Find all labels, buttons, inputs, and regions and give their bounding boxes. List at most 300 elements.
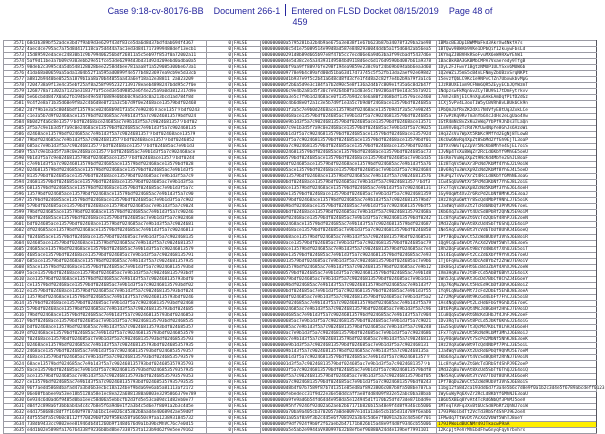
cell-value: 0 bbox=[207, 307, 233, 313]
cell-flag: FALSE bbox=[233, 361, 261, 367]
cell-address: 1Pf7BqDu2WvCt5ZcWd9UbVf3VhSJ6E8oiS bbox=[437, 379, 597, 385]
cell-block-hash: 000000000291d8b89d665b97e8f47b5cc7ecd06e6a9d63ba3f99cbadf5437d6e bbox=[261, 53, 437, 59]
cell-block-hash: 000000000ac7e9b1d3f5a7c90246813579bdf024685ac7e9b1d3f5a7c9024686 bbox=[261, 331, 437, 337]
cell-row-id: 3589 bbox=[4, 149, 26, 155]
cell-hash: 024685ace13579bdf02468ace13579bdf024685ac7e9b1d3f5a7c9024681357 bbox=[26, 240, 207, 246]
cell-address: 1FMwdq7TtWvDt7AcXd2VbWf5WhTJ8oeY bbox=[437, 415, 597, 421]
cell-value: 0 bbox=[207, 301, 233, 307]
table-row bbox=[4, 294, 597, 300]
cell-flag: FALSE bbox=[233, 258, 261, 264]
cell-hash: a8812b9440be0525a1879b1aa8a70b44055aa43a6ef18a12e38811 2a023209 bbox=[26, 77, 207, 83]
cell-value: 0 bbox=[207, 155, 233, 161]
cell-row-id: 3584 bbox=[4, 119, 26, 125]
table-row bbox=[4, 234, 597, 240]
cell-block-hash: 000000000ace13579bdf024685ac7e9b1d3f5a7c90246813579bdf024685ac79 bbox=[261, 240, 437, 246]
cell-address: 1NdpzswFkMqnGvZCyTBU9S17tDmFytrkvv bbox=[437, 89, 597, 95]
cell-row-id: 3613 bbox=[4, 294, 26, 300]
cell-hash: 813579bdf024685ace13579bdf02468ace13579bdf024685ac7e9b1d3f5a7c9 bbox=[26, 174, 207, 180]
cell-address: 1Tj6FqHu3WvGt4DcAd8YbZf2ZhWJ7E9oiV bbox=[437, 258, 597, 264]
cell-flag: FALSE bbox=[233, 137, 261, 143]
cell-address-highlighted: 179JPWoLdBUCNMr49JTkacwP9aA bbox=[437, 421, 597, 427]
cell-address: 1793PWoib4Tt2VcTd3RbSf4ShPJ9E2oeX bbox=[437, 409, 597, 415]
cell-address: 1Lc8YqAu5WvZt6WcTd3RbSf4ShPJ9E2oeP bbox=[437, 361, 597, 367]
cell-block-hash: 0000000002468ace13579bdf024685ac7e9b1d3f5a7c90246813579bdf024687 bbox=[261, 222, 437, 228]
cell-hash: f02468ace13579bdf024685ac7e9b1d3f5a7c902468135793bdf02468535793 bbox=[26, 337, 207, 343]
table-row bbox=[4, 397, 597, 403]
cell-row-id: 3588 bbox=[4, 143, 26, 149]
cell-block-hash: 000000000d8b4f07b7589f87b7d1351e85ed8af8923806c087b8fa508be707La bbox=[261, 385, 437, 391]
cell-address: 1Si4EqGu8WvFt2CcZd6XbYf9YhVJ5E7oeU bbox=[437, 252, 597, 258]
cell-row-id: 3616 bbox=[4, 313, 26, 319]
cell-block-hash: 00000000079bdf024685ac7e9b1d3f5a7c90246813579bdf024685ac7e9b1d31 bbox=[261, 276, 437, 282]
cell-address: 19uPq2TsVw7XrZt4RcLd8KbYf6MhNE3oaG bbox=[437, 174, 597, 180]
cell-flag: FALSE bbox=[233, 65, 261, 71]
docket-stamp-line1 bbox=[0, 4, 600, 17]
cell-row-id: 3615 bbox=[4, 307, 26, 313]
cell-address: 1B6U5XBEq8YvAt4TcRd6NbQf3PhMJ5oeV bbox=[437, 397, 597, 403]
cell-row-id: 3595 bbox=[4, 186, 26, 192]
cell-hash: e4d1758688c8df7f1640f9707ab1bc1ee026cd5382b8aad4e4068942ae59d0f bbox=[26, 409, 207, 415]
cell-value: 0 bbox=[207, 428, 233, 434]
cell-row-id: 3576 bbox=[4, 71, 26, 77]
cell-value: 0 bbox=[207, 391, 233, 397]
cell-value: 0 bbox=[207, 101, 233, 107]
cell-address: 1Gy9UqWt4XvZr6RcPd2LbNf8MhKJ5E3oaJ bbox=[437, 192, 597, 198]
cell-flag: FALSE bbox=[233, 47, 261, 53]
cell-flag: FALSE bbox=[233, 149, 261, 155]
cell-block-hash: 000000000b1d3f5a7c90246813579bdf024685ace13579bdf02468ace135792d bbox=[261, 131, 437, 137]
cell-flag: FALSE bbox=[233, 216, 261, 222]
cell-hash: 9c4f2e8a71b35d60e9f8a2c4b6d8e0f21a3c5b7d9f0e2468ace13579bdf02468 bbox=[26, 101, 207, 107]
cell-value: 0 bbox=[207, 367, 233, 373]
cell-row-id: 3603 bbox=[4, 234, 26, 240]
cell-address: 1Uk8GqJu5WvHt6EcBd3ZbAf4AhXJ9E2oeW bbox=[437, 264, 597, 270]
cell-row-id: 3574 bbox=[4, 59, 26, 65]
cell-address: 1As4NqQu8WvPt2LcHd6FbGf9GhDJ5E7oeC bbox=[437, 301, 597, 307]
cell-address: 1BacBkABA3GKBMbCMPA7Vxaeredy9TfgB bbox=[437, 59, 597, 65]
cell-block-hash: 000000000246813579bdf024685ace13579bdf02468ace13579bdf024685ac73 bbox=[261, 149, 437, 155]
cell-block-hash: 00000000095hf79246f92d02a62aeb2b67171b826b15a48e9f4d8f9346cb5006 bbox=[261, 403, 437, 409]
cell-hash: 738db9433cc9802eee81946db4d1260b9f148d676d9a1b39bcMhVC76c7e0d15 bbox=[26, 421, 207, 427]
cell-flag: FALSE bbox=[233, 409, 261, 415]
cell-value: 0 bbox=[207, 53, 233, 59]
cell-value: 0 bbox=[207, 264, 233, 270]
cell-block-hash: 00000000079bdf02468ace13579bdf024685ac7e9b1d3f5a7c90246813579bd7 bbox=[261, 198, 437, 204]
cell-address: 1Bt6PqRu3WvQt4McJd8GbHf2HhEJ7E9oiD bbox=[437, 307, 597, 313]
cell-block-hash: 0000000009778e9b4c89afd00d51ba63d17d73745c5f52fb13da2aef92e698d2 bbox=[261, 71, 437, 77]
cell-value: 0 bbox=[207, 71, 233, 77]
cell-row-id: 3608 bbox=[4, 264, 26, 270]
cell-value: 0 bbox=[207, 252, 233, 258]
table-row bbox=[4, 246, 597, 252]
cell-block-hash: 000000000a5e5ab2e9944aVA80997632b8efbef96880A24d4e139bef7991101 bbox=[261, 428, 437, 434]
cell-flag: FALSE bbox=[233, 53, 261, 59]
cell-row-id: 3614 bbox=[4, 301, 26, 307]
cell-row-id: 3607 bbox=[4, 258, 26, 264]
cell-value: 0 bbox=[207, 361, 233, 367]
cell-row-id: 3571 bbox=[4, 41, 26, 47]
cell-address: 1Cw4SqUu9WtXr5PcMd3KbNf7YhGJ8L2oiE bbox=[437, 180, 597, 186]
cell-value: 0 bbox=[207, 337, 233, 343]
cell-row-id: 3577 bbox=[4, 77, 26, 83]
cell-flag: FALSE bbox=[233, 186, 261, 192]
table-row bbox=[4, 415, 597, 421]
cell-hash: 13579bdf02468ace13579bdf024685ac7e9b1d3f5a7c902468135793bdf0246 bbox=[26, 294, 207, 300]
cell-row-id: 3573 bbox=[4, 53, 26, 59]
cell-row-id: 3634 bbox=[4, 421, 26, 427]
cell-row-id: 3587 bbox=[4, 137, 26, 143]
table-row bbox=[4, 252, 597, 258]
cell-address: 1Kb6XqZu3WvYt4UcSd8PbRf2QhNJ5E9oiM bbox=[437, 210, 597, 216]
cell-value: 0 bbox=[207, 83, 233, 89]
cell-block-hash: 0000000006c9e4b2a81d5f30c7e9264b8fa1d03e5c7b9286a4f0e1d3c5b7a921 bbox=[261, 89, 437, 95]
cell-flag: FALSE bbox=[233, 107, 261, 113]
cell-hash: ace13579bdf024685ac7e9b1d3f5a7c902468135793bdf02468535793579353 bbox=[26, 373, 207, 379]
cell-block-hash: 0000000003579bdf024685ac7e9b1d3f5a7c90246813579bdf024685ac7e9b12 bbox=[261, 264, 437, 270]
cell-hash: 9b1d3f5a7c9e0246813579bdf024685ace1357９bdf02468ace1357９bdf0244 bbox=[26, 155, 207, 161]
cell-row-id: 3631 bbox=[4, 403, 26, 409]
cell-flag: FALSE bbox=[233, 101, 261, 107]
table-row bbox=[4, 313, 597, 319]
cell-value: 0 bbox=[207, 47, 233, 53]
cell-flag: FALSE bbox=[233, 155, 261, 161]
cell-block-hash: 0000000009bdf024685ac7e9b1d3f5a7c90246813579bdf024685ac7e9b1d3f7 bbox=[261, 282, 437, 288]
cell-row-id: 3593 bbox=[4, 174, 26, 180]
cell-hash: 4df555dfa5c9b0c0112ff70d29b0f20f958ka58fa6650s9faa1238931845732 bbox=[26, 415, 207, 421]
cell-address: 1GtR4mNc8vZxKu2eWq7YbPf9JhDs3TLaQn bbox=[437, 119, 597, 125]
cell-flag: FALSE bbox=[233, 319, 261, 325]
cell-value: 0 bbox=[207, 409, 233, 415]
cell-block-hash: 000000000a70ba9a405cb3702057a0de0097e1d1a1a6e5cb1b5d31d789f6eab6 bbox=[261, 409, 437, 415]
cell-value: 0 bbox=[207, 41, 233, 47]
cell-hash: 79bdf02468ace13579bdf024685ac7e9b1d3f5a7c902468135793bdf0246853 bbox=[26, 313, 207, 319]
cell-value: 0 bbox=[207, 294, 233, 300]
cell-block-hash: 0000000004685ac7e9b1d3f5a7c90246813579bdf024685ac7e9b1d3f5a7c904 bbox=[261, 313, 437, 319]
cell-address: 1Ja4WqYu8XvZt2TcRd6NbQf3PhMJ9E7oeL bbox=[437, 204, 597, 210]
cell-flag: FALSE bbox=[233, 331, 261, 337]
cell-row-id: 3619 bbox=[4, 331, 26, 337]
table-row bbox=[4, 403, 597, 409]
cell-row-id: 3618 bbox=[4, 325, 26, 331]
cell-value: 0 bbox=[207, 192, 233, 198]
table-row bbox=[4, 155, 597, 161]
cell-address: 1Q2eWZiJ5mS5cB4nLFNmyZbUBzxSrqNKPt bbox=[437, 71, 597, 77]
cell-row-id: 3582 bbox=[4, 107, 26, 113]
cell-value: 0 bbox=[207, 137, 233, 143]
cell-flag: FALSE bbox=[233, 119, 261, 125]
table-row bbox=[4, 198, 597, 204]
page-indicator-total: 459 bbox=[292, 17, 308, 27]
table-row bbox=[4, 143, 597, 149]
cell-address: 1Zr2MqPu6WvNt9KcGd4EbFf7FhCJ3E5oiB bbox=[437, 294, 597, 300]
cell-hash: 06e08fbabee9a53ee18b5128a58e1ec8ea22a6881380a0803e3295866379e789 bbox=[26, 391, 207, 397]
cell-block-hash: 000000000e13579bdf02468ace13579bdf024685ac7e9b1d3f5a7c9024681359 bbox=[261, 192, 437, 198]
table-row bbox=[4, 41, 597, 47]
cell-value: 0 bbox=[207, 119, 233, 125]
cell-flag: FALSE bbox=[233, 355, 261, 361]
cell-flag: FALSE bbox=[233, 343, 261, 349]
cell-hash: d04f2c898a6f3bbbab4a4c4c7b8e5f6a9d0e1f2a3b4c5d6e7f8091a2b3c4d5e bbox=[26, 403, 207, 409]
cell-address: 1Vm3HqKu7WvJt8FcCd5AbBf6BhYJ2E4oiX bbox=[437, 270, 597, 276]
cell-row-id: 3610 bbox=[4, 276, 26, 282]
cell-row-id: 3628 bbox=[4, 385, 26, 391]
cell-row-id: 3624 bbox=[4, 361, 26, 367]
cell-row-id: 3626 bbox=[4, 373, 26, 379]
cell-row-id: 3581 bbox=[4, 101, 26, 107]
cell-value: 0 bbox=[207, 149, 233, 155]
cell-address: 1Pf7BqDu2WvCt5ZcWd8UbVf3VhSJ6E8oiR bbox=[437, 234, 597, 240]
cell-flag: FALSE bbox=[233, 367, 261, 373]
cell-row-id: 3590 bbox=[4, 155, 26, 161]
cell-address: 1CXj5vPv4L3ooT1W5yCBVRhBvLBUk6Ck9n bbox=[437, 101, 597, 107]
cell-row-id: 3586 bbox=[4, 131, 26, 137]
cell-hash: df024685ace13579bdf02468ace13579bdf024685ac7e9b1d3f5a7c90246813 bbox=[26, 228, 207, 234]
table-row bbox=[4, 288, 597, 294]
cell-flag: FALSE bbox=[233, 83, 261, 89]
cell-hash: e4d1b02e5898fa176764338f9236b0bd8be7338753ta123b9d62f9e5ee79162 bbox=[26, 428, 207, 434]
table-row bbox=[4, 325, 597, 331]
cell-address: 1DyL2FJFwvY1BgtzNMUP1ULYSxv6MUW6b bbox=[437, 65, 597, 71]
cell-hash: 96f7aedd5868dbafad47a3bd6b3ecbc18a124bef9bda69e6ab5a81113af2172 bbox=[26, 385, 207, 391]
cell-value: 0 bbox=[207, 204, 233, 210]
cell-flag: FALSE bbox=[233, 125, 261, 131]
cell-address: 1Ez8TqVs5WuXr3PcNd7KbMf4YhGJ2L9oiW bbox=[437, 161, 597, 167]
cell-value: 0 bbox=[207, 270, 233, 276]
cell-flag: FALSE bbox=[233, 198, 261, 204]
cell-row-id: 3575 bbox=[4, 65, 26, 71]
cell-block-hash: 000000000bf9aa9ff80976fe298f194ea9859e238c9af24b69b694abb6ea3d60 bbox=[261, 65, 437, 71]
cell-block-hash: 000000000bdf02468ace13579bdf024685ac7e9b1d3f5a7c9024681357９bdf3 bbox=[261, 180, 437, 186]
table-row bbox=[4, 409, 597, 415]
cell-value: 0 bbox=[207, 288, 233, 294]
cell-block-hash: 000000000e13579bdf024685ac7e9b1d3f5a7c90246813579bdf024685ac7e93 bbox=[261, 252, 437, 258]
cell-row-id: 3579 bbox=[4, 89, 26, 95]
cell-hash: f024685ace13579bdf02468ace13579bdf024685ac7e9b1d3f5a7c902468135 bbox=[26, 234, 207, 240]
cell-flag: FALSE bbox=[233, 428, 261, 434]
cell-address: 1Gy9UqWu4WvVt7ScPd2MbNf5NhKJ8E3oeK bbox=[437, 337, 597, 343]
cell-flag: FALSE bbox=[233, 415, 261, 421]
table-row bbox=[4, 301, 597, 307]
cell-flag: FALSE bbox=[233, 222, 261, 228]
cell-block-hash: 000000000e9b1d3f5a7c90246813579bdf024685ace13579bdf02468ace13571 bbox=[261, 119, 437, 125]
cell-block-hash: 000000000468ace13579bdf024685ac7e9b1d3f5a7c90246813579bdf0246858 bbox=[261, 228, 437, 234]
cell-hash: 68d3b389bf52adce3bd7f9ab9d3e629f43df83ce5da6d8d37bdfdab694f4367 bbox=[26, 41, 207, 47]
cell-hash: 5e66cbdd847X0a62fb194be49e5876889e0bbb0c9ad3dc0a213bcd1ad784f8d bbox=[26, 95, 207, 101]
cell-hash: 24685ace13579bdf02468ace13579bdf024685ac7e9b1d3f5a7c90246813579 bbox=[26, 246, 207, 252]
cell-hash: df02468ace13579bdf024685ac7e9b1d3f5a7c902468135793bdf0246853579 bbox=[26, 331, 207, 337]
cell-block-hash: 000000000ce13579bdf02468ace13579bdf024685ac7e9b1d3f5a7c902468131 bbox=[261, 186, 437, 192]
cell-hash: 3f5a7c9e1b3d5f7a9c0e2468ace13579bdf024685ac7e9b1d3f5a7c902468135 bbox=[26, 125, 207, 131]
docket-stamp-header bbox=[0, 4, 600, 28]
cell-flag: FALSE bbox=[233, 204, 261, 210]
cell-hash: f5a7c9e1b3d5f7a9c0e2468ace1357９bdf024685ac7e9b1d3f5a7c902468ace bbox=[26, 149, 207, 155]
table-row bbox=[4, 174, 597, 180]
cell-hash: 79bdf024685ace13579bdf02468ace13579bdf024685ac7e9b1d3f5a7c90246 bbox=[26, 210, 207, 216]
cell-block-hash: 000000000d1b937e9f5c2b41a648cd8fd3cfe1f4d8a2c82f7e4b2b9a79f3a1c6 bbox=[261, 77, 437, 83]
cell-hash: 685ace13579bdf02468ace13579bdf024685ac7e9b1d3f5a7c9024681357935 bbox=[26, 258, 207, 264]
cell-hash: 468ace13579bdf024685ac7e9b1d3f5a7c902468135793bdf02468535793579 bbox=[26, 355, 207, 361]
cell-hash: c1e3a5b7d9f02468ace13579bdf024685ac7e9b1d3f5a7c90246813579bdf024 bbox=[26, 113, 207, 119]
cell-flag: FALSE bbox=[233, 234, 261, 240]
cell-address: 1Rh2DqFu6WvEt9BcYd4WbXf7XhUJ3E5oiT bbox=[437, 246, 597, 252]
cell-row-id: 3605 bbox=[4, 246, 26, 252]
table-row bbox=[4, 319, 597, 325]
cell-flag: FALSE bbox=[233, 143, 261, 149]
cell-flag: FALSE bbox=[233, 276, 261, 282]
table-row bbox=[4, 192, 597, 198]
cell-row-id: 3612 bbox=[4, 288, 26, 294]
cell-row-id: 3599 bbox=[4, 210, 26, 216]
cell-block-hash: 0000000003f5a7c90246813579bdf024685ac7e9b1d3f5a7c90246813579bdf8 bbox=[261, 367, 437, 373]
cell-flag: FALSE bbox=[233, 113, 261, 119]
case-number: Case 9:18-cv-80176-BB bbox=[107, 6, 204, 16]
cell-block-hash: 000000000f5a7c90246813579bdf024685ac7e9b1d3f5a7c90246813579bdf05 bbox=[261, 373, 437, 379]
cell-hash: bdf02468ace13579bdf024685ac7e9b1d3f5a7c902468135793bdf024685357 bbox=[26, 325, 207, 331]
cell-row-id: 3630 bbox=[4, 397, 26, 403]
cell-flag: FALSE bbox=[233, 421, 261, 427]
cell-hash: 685ac7e9b1d3f5a7c9024681357９bdf02468ace1357９bdf024685ac7e9b1d3 bbox=[26, 143, 207, 149]
cell-row-id: 3627 bbox=[4, 379, 26, 385]
cell-row-id: 3597 bbox=[4, 198, 26, 204]
cell-row-id: 3633 bbox=[4, 415, 26, 421]
cell-flag: FALSE bbox=[233, 379, 261, 385]
cell-row-id: 3572 bbox=[4, 47, 26, 53]
cell-row-id: 3629 bbox=[4, 391, 26, 397]
cell-row-id: 3621 bbox=[4, 343, 26, 349]
cell-row-id: 3592 bbox=[4, 167, 26, 173]
cell-hash: 6e934c6d0ad6f9485d0ba1eec58d06a5ebbcfb2d3fd5e53ca09dc1d82eb0e77 bbox=[26, 397, 207, 403]
table-row bbox=[4, 367, 597, 373]
cell-row-id: 3580 bbox=[4, 95, 26, 101]
entered-text: Entered on FLSD Docket 08/15/2019 bbox=[291, 6, 439, 16]
cell-block-hash: 000000000a5795281b32b4b9ae675a3e038f1e67b623b87b34078f329ba2ae98 bbox=[261, 41, 437, 47]
cell-hash: 15d89592edacec24830b1c9b799406256bdf26811a5c5eb97f853f0a72002a11 bbox=[26, 53, 207, 59]
cell-block-hash: 0000000005ace13579bdf02468ace13579bdf024685ac7e9b1d3f5a7c9024684 bbox=[261, 167, 437, 173]
cell-address: 1KcUw6NvRq4XpZt8SbMd2YfGh9EjTL3oaP bbox=[437, 137, 597, 143]
table-row bbox=[4, 385, 597, 391]
cell-block-hash: 000000000a3e5c7f9b1d2468ace0f1357b9d2c4e6a80f2468bdf13579ace2460 bbox=[261, 95, 437, 101]
table-row bbox=[4, 59, 597, 65]
cell-flag: FALSE bbox=[233, 240, 261, 246]
cell-block-hash: 000000000e9b1d3f5a7c90246813579bdf024685ac7e9b1d3f5a7c902468131 bbox=[261, 343, 437, 349]
cell-block-hash: 00000000024685ac7e9b1d3f5a7c90246813579bdf024685ac7e9b1d3f5a7c96 bbox=[261, 307, 437, 313]
cell-block-hash: 000000000febedecc31f9d22e36e50ddcaffae8fdd8409f832e52abc0ba38bab bbox=[261, 391, 437, 397]
cell-hash: 246813579bdf024685ace13579bdf02468ace13579bdf024685ac7e9b1d3f5a bbox=[26, 180, 207, 186]
cell-value: 0 bbox=[207, 198, 233, 204]
cell-hash: 98deb2c3995cda5db548128028bee2258d4bee781aaa8f1a529085300be673a1 bbox=[26, 65, 207, 71]
cell-address: 1Ew5SqUu9WvTt3QcMd7KbLf8LhHJ4E6oeH bbox=[437, 325, 597, 331]
table-row bbox=[4, 391, 597, 397]
cell-hash: 6813579bdf024685ace13579bdf02468ace13579bdf024685ac7e9b1d3f5a7c bbox=[26, 186, 207, 192]
cell-hash: 3579bdf024685ace13579bdf02468ace13579bdf024685ac7e9b1d3f5a7c902 bbox=[26, 198, 207, 204]
cell-address: 1Xp7KqMu2WvLt5HcEd9CbDf3DhAJ6E8oiZ bbox=[437, 282, 597, 288]
cell-value: 0 bbox=[207, 186, 233, 192]
cell-hash: 4685ace13579bdf02468ace13579bdf024685ac7e9b1d3f5a7c902468135791 bbox=[26, 252, 207, 258]
cell-address: 1Yq9LqNu4WvMt7JcFd2DbEf5EhBJ8E3oeA bbox=[437, 288, 597, 294]
cell-address: 1Wn5JqLu9WvKt3GcDd7BbCf8ChZJ4E6oeY bbox=[437, 276, 597, 282]
cell-value: 0 bbox=[207, 313, 233, 319]
cell-hash: 1268778a71302a7132ae31837faf5ced3e5d98852e6f4e225a9a0d3812317d9e bbox=[26, 89, 207, 95]
cell-hash: bdf024685ace13579bdf02468ace13579bdf024685ac7e9b1d3f5a7c9024681 bbox=[26, 222, 207, 228]
cell-value: 0 bbox=[207, 59, 233, 65]
cell-flag: FALSE bbox=[233, 307, 261, 313]
cell-flag: FALSE bbox=[233, 391, 261, 397]
cell-row-id: 3620 bbox=[4, 337, 26, 343]
cell-address: 1Ne5AqCu9WvBt3YcVd6TbUf8UhRJ4E6oeQ bbox=[437, 228, 597, 234]
cell-flag: FALSE bbox=[233, 282, 261, 288]
cell-hash: 2468ace13579bdf024685ac7e9b1d3f5a7c902468135793bdf0246853579357 bbox=[26, 349, 207, 355]
table-row bbox=[4, 131, 597, 137]
cell-hash: 13579bdf024685ace13579bdf02468ace13579bdf024685ac7e9b1d3f5a7c90 bbox=[26, 192, 207, 198]
cell-value: 0 bbox=[207, 276, 233, 282]
cell-address: 1MTeqTAVFq3XvBt6UcSd8PbRf2QhNJ7oiW bbox=[437, 403, 597, 409]
table-row bbox=[4, 282, 597, 288]
cell-address: 1Lm9XvBq2TcRd7KfUw4NpYe8GhJs6AzoWi bbox=[437, 125, 597, 131]
cell-block-hash: 000000000579bdf024685ace13579bdf02468ace13579bdf024685ac7e9b1d35 bbox=[261, 155, 437, 161]
cell-hash: ce13579bdf02468ace13579bdf024685ac7e9b1d3f5a7c902468135793bdf02 bbox=[26, 282, 207, 288]
cell-flag: FALSE bbox=[233, 89, 261, 95]
cell-hash: 4aecdce795ac7a75d8d417118ca75d444a7ac1ed3d8417173999488def13ecb1 bbox=[26, 47, 207, 53]
cell-flag: FALSE bbox=[233, 349, 261, 355]
cell-value: 0 bbox=[207, 325, 233, 331]
cell-flag: FALSE bbox=[233, 167, 261, 173]
cell-address: 1DfXs9WuTq2ZpVr5NcKb8MhYe4GjEL7oiS bbox=[437, 143, 597, 149]
cell-block-hash: 00000000068ace13579bdf024685ac7e9b1d3f5a7c90246813579bdf02468531 bbox=[261, 234, 437, 240]
table-row bbox=[4, 77, 597, 83]
cell-hash: 7204738a9f13e4c35ebf25af8a258f9952327139178eaeb4898247bdd95c7f0e bbox=[26, 83, 207, 89]
cell-row-id: 3598 bbox=[4, 204, 26, 210]
address-table bbox=[3, 40, 605, 434]
cell-flag: FALSE bbox=[233, 385, 261, 391]
cell-hash: 41da68a00659aa5ada1304b52f1a595ad0899f4e577b4823697ea9cb9e5d33cb bbox=[26, 71, 207, 77]
cell-block-hash: 000000000df024685ace13579bdf02468ace13579bdf024685ac7e9b1d3f5a76 bbox=[261, 161, 437, 167]
cell-flag: FALSE bbox=[233, 71, 261, 77]
table-row bbox=[4, 421, 597, 427]
table-row bbox=[4, 204, 597, 210]
table-row bbox=[4, 186, 597, 192]
cell-block-hash: 0000000007c9e1b3d5f7a9c0e2468ace13579bdf024685ac7e9b1d3f5a7c9025 bbox=[261, 125, 437, 131]
cell-flag: FALSE bbox=[233, 403, 261, 409]
table-row bbox=[4, 361, 597, 367]
table-row bbox=[4, 379, 597, 385]
cell-row-id: 3622 bbox=[4, 349, 26, 355]
cell-value: 0 bbox=[207, 234, 233, 240]
cell-value: 0 bbox=[207, 343, 233, 349]
cell-row-id: 3611 bbox=[4, 282, 26, 288]
cell-address: 1BTQwv98WAb9VKe1DPbQif12kuywFbsLd bbox=[437, 47, 597, 53]
cell-hash: 5ace13579bdf02468ace13579bdf024685ac7e9b1d3f5a7c902468135793bdf bbox=[26, 270, 207, 276]
cell-value: 0 bbox=[207, 228, 233, 234]
cell-row-id: 3625 bbox=[4, 367, 26, 373]
cell-block-hash: 0000000009b1d3f5a7c90246813579bdf024685ac7e9b1d3f5a7c902468135а bbox=[261, 349, 437, 355]
cell-hash: 9bdf024685ace13579bdf02468ace13579bdf024685ac7e9b1d3f5a7c902468 bbox=[26, 216, 207, 222]
cell-flag: FALSE bbox=[233, 301, 261, 307]
cell-hash: 85ace13579bdf02468ace13579bdf024685ac7e9b1d3f5a7c902468135793bd bbox=[26, 264, 207, 270]
cell-value: 0 bbox=[207, 216, 233, 222]
cell-block-hash: 0000000000c541e75089514e99d8ad587e8482930044ddb5a1f5d6042ab56ea5 bbox=[261, 47, 437, 53]
cell-block-hash: 000000000685ac7e9b1d3f5a7c90246813579bdf024685ac7e9b1d3f5a7c9021 bbox=[261, 319, 437, 325]
cell-row-id: 3604 bbox=[4, 240, 26, 246]
cell-value: 0 bbox=[207, 113, 233, 119]
cell-block-hash: 0000000001a05af8a9f3b2c4d5e6f708192a3b4c5d6e7f8091a2b3c4d5e6f701 bbox=[261, 415, 437, 421]
cell-flag: FALSE bbox=[233, 228, 261, 234]
cell-hash: 2d7f9b1e3a5c8046bdf13579ace02468b9d1f3a5c7e90246８ace1357９bdf0243 bbox=[26, 107, 207, 113]
cell-row-id: 3596 bbox=[4, 192, 26, 198]
table-row bbox=[4, 47, 597, 53]
cell-block-hash: 000000000f2b6a5d9e3c184fa7b2d90c5e8f136a2d4b7c809e1f35a6c8d2b47f bbox=[261, 83, 437, 89]
cell-hash: 579bdf02468ace13579bdf024685ac7e9b1d3f5a7c902468135793bdf024685 bbox=[26, 307, 207, 313]
table-row bbox=[4, 107, 597, 113]
